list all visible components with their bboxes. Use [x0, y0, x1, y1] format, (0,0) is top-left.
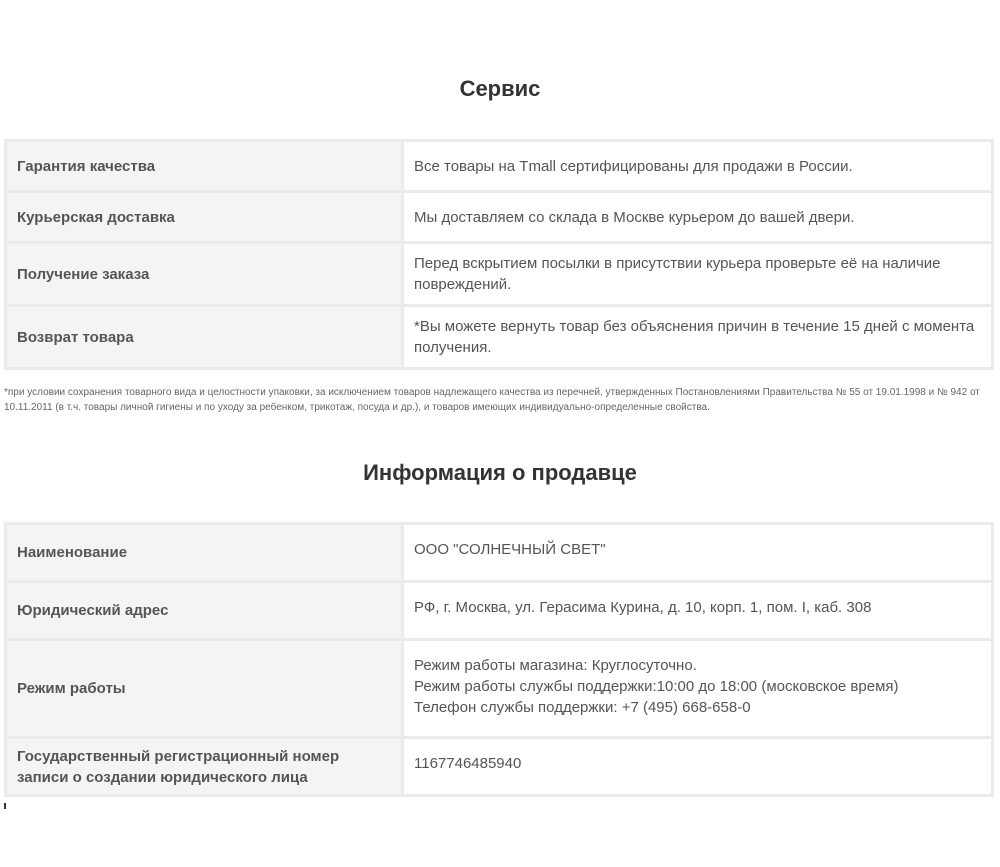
working-hours-label: Режим работы — [7, 641, 401, 736]
service-table — [4, 139, 994, 370]
table-row — [7, 641, 991, 736]
table-row — [7, 142, 991, 190]
table-row — [7, 739, 991, 794]
seller-table — [4, 522, 994, 797]
service-section-title: Сервис — [459, 76, 541, 101]
courier-delivery-value: Мы доставляем со склада в Москве курьером до вашей двери. — [404, 193, 991, 241]
quality-guarantee-value: Все товары на Tmall сертифицированы для продажи в России. — [404, 142, 991, 190]
table-row — [7, 525, 991, 580]
company-name-label: Наименование — [7, 525, 401, 580]
company-name-value: ООО "СОЛНЕЧНЫЙ СВЕТ" — [404, 525, 991, 580]
table-row — [7, 583, 991, 638]
registration-number-label: Государственный регистрационный номер записи о создании юридического лица — [7, 739, 401, 794]
return-footnote: *при условии сохранения товарного вида и целостности упаковки, за исключением товаров надлежащего качества из перечней, утвержденных Постановлениями Правительства № 55 от 19.01.1998 и № 942 от 10.11.2011 (в т.ч. товары личной гигиены и по уходу за ребенком, трикотаж, посуда и др.), и товаров имеющих индивидуально-определенные свойства. — [4, 387, 980, 413]
working-hours-value: Режим работы магазина: Круглосуточно. Режим работы службы поддержки:10:00 до 18:00 (московское время) Телефон службы поддержки: +7 (495) 668-658-0 — [404, 641, 991, 736]
seller-section-title: Информация о продавце — [363, 460, 637, 485]
quality-guarantee-label: Гарантия качества — [7, 142, 401, 190]
courier-delivery-label: Курьерская доставка — [7, 193, 401, 241]
product-return-label: Возврат товара — [7, 307, 401, 367]
legal-address-label: Юридический адрес — [7, 583, 401, 638]
product-return-value: *Вы можете вернуть товар без объяснения причин в течение 15 дней с момента получения. — [404, 307, 991, 367]
registration-number-value: 1167746485940 — [404, 739, 991, 794]
order-receipt-value: Перед вскрытием посылки в присутствии курьера проверьте её на наличие повреждений. — [404, 244, 991, 304]
table-row — [7, 307, 991, 367]
legal-address-value: РФ, г. Москва, ул. Герасима Курина, д. 10, корп. 1, пом. I, каб. 308 — [404, 583, 991, 638]
table-row — [7, 193, 991, 241]
order-receipt-label: Получение заказа — [7, 244, 401, 304]
stray-mark — [4, 803, 6, 809]
table-row — [7, 244, 991, 304]
